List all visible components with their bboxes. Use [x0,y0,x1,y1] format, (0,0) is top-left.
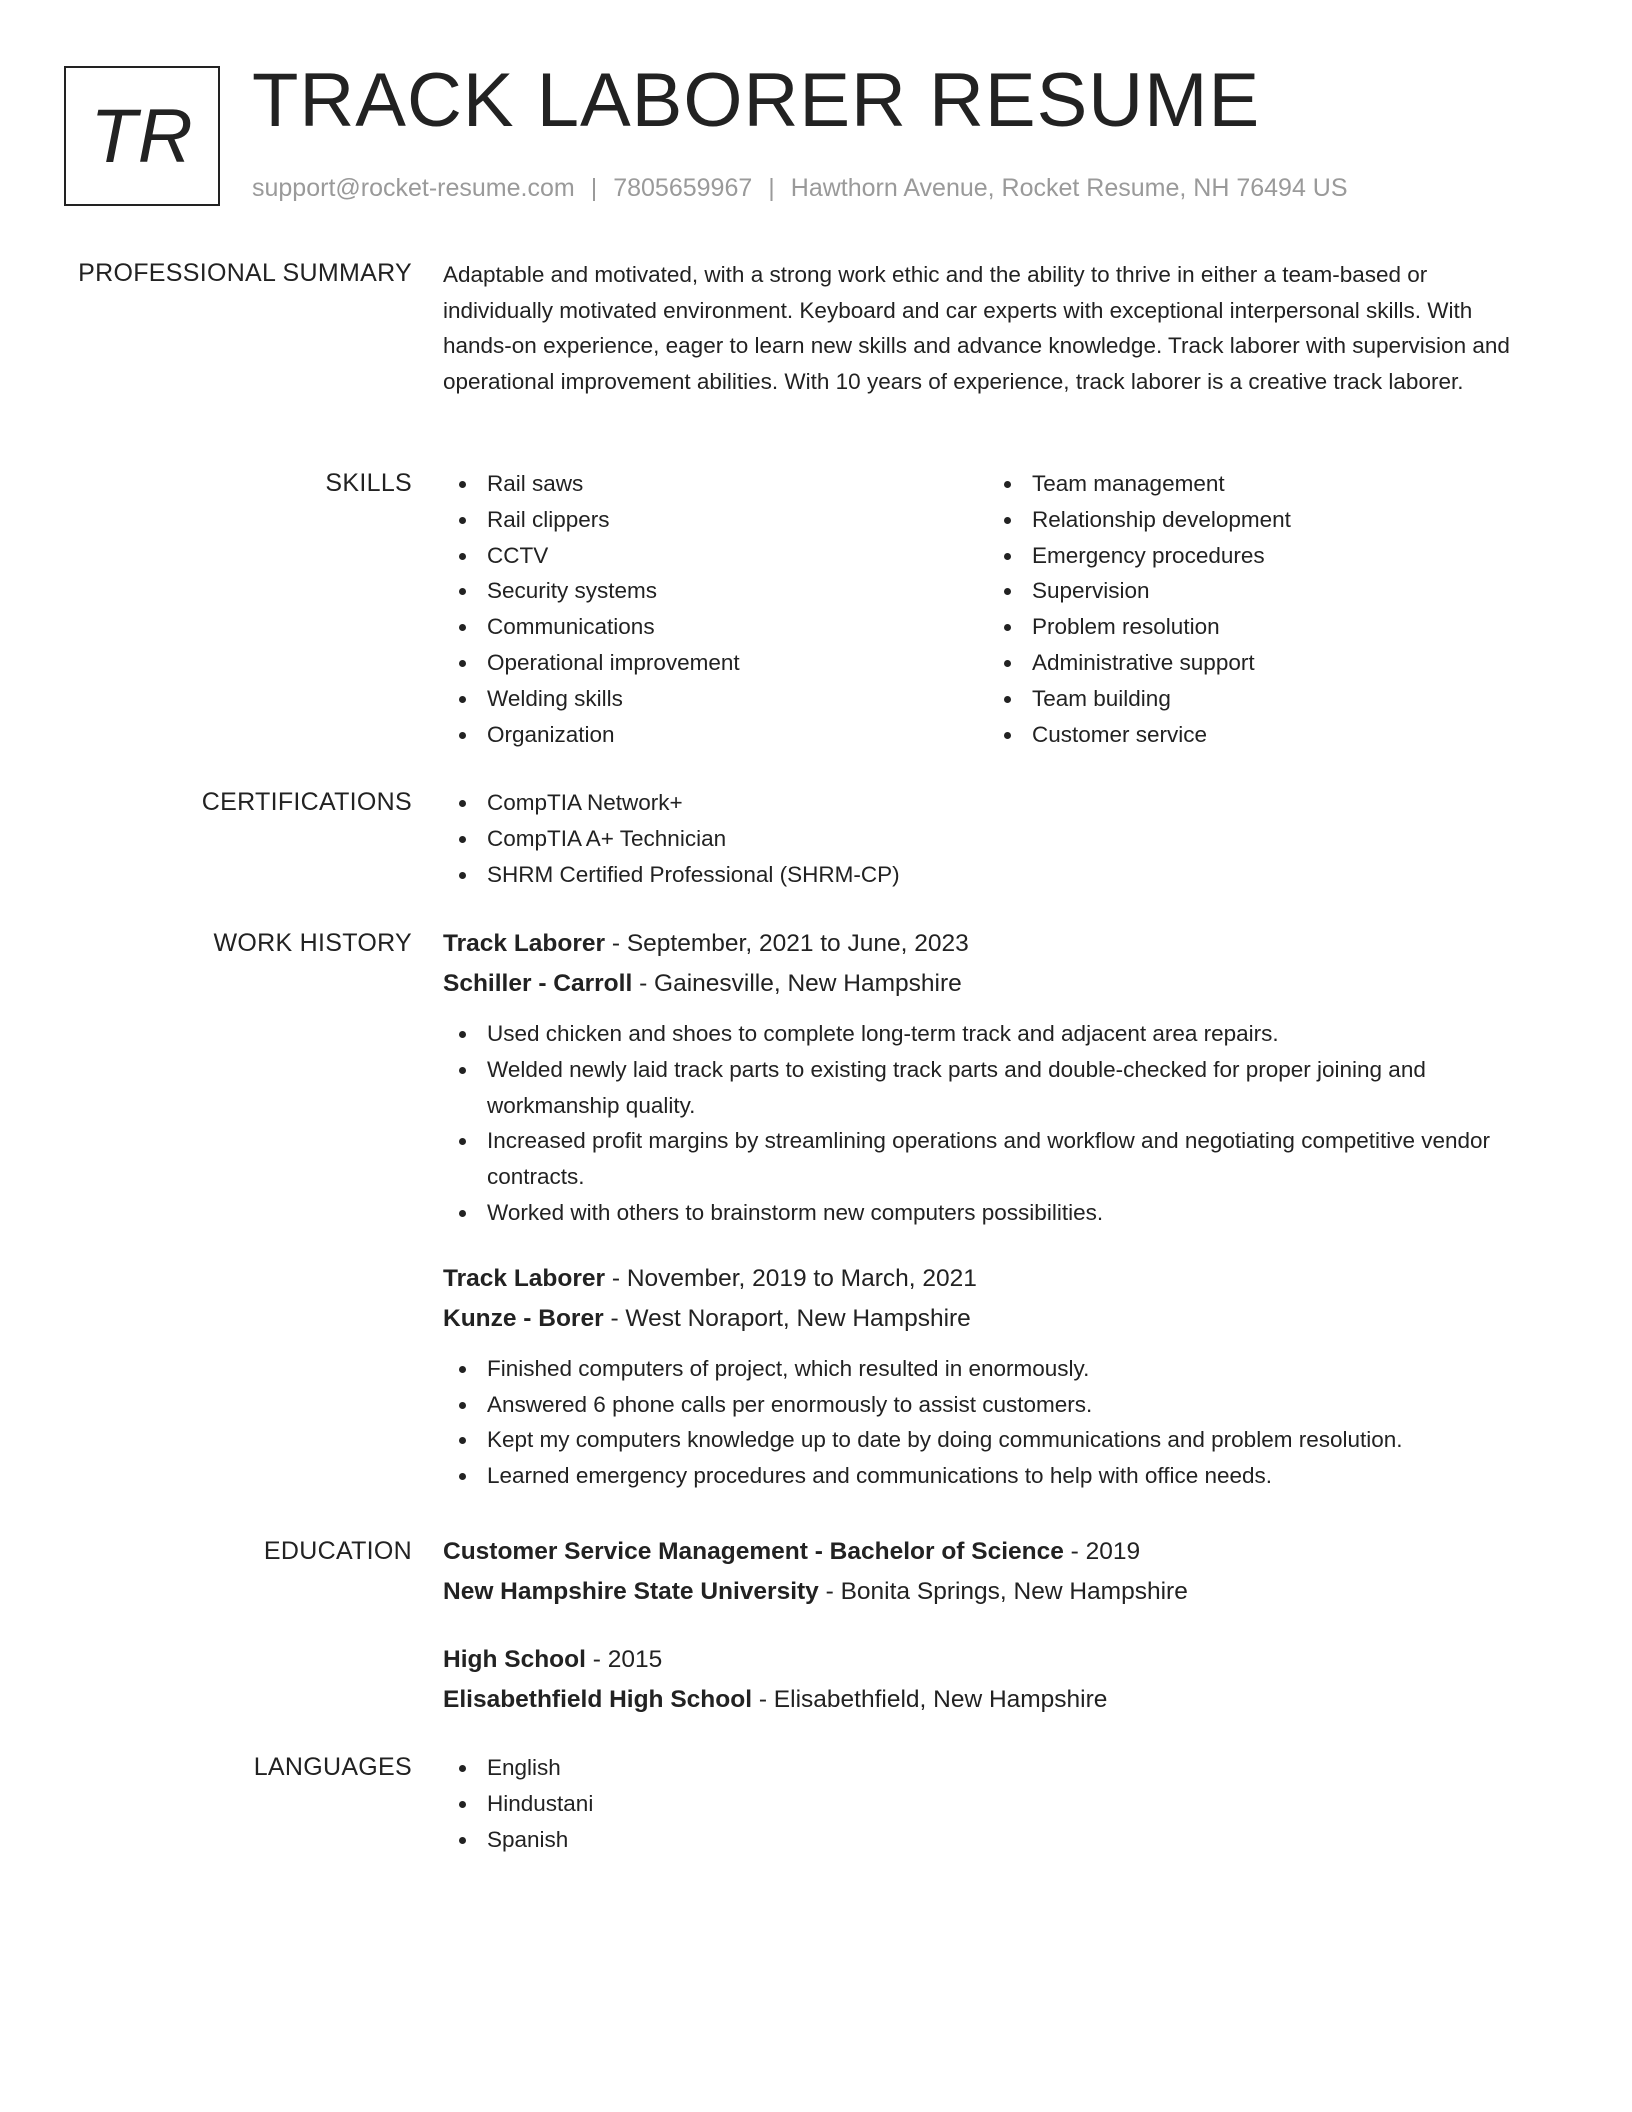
job-bullets [443,1351,1533,1494]
list-item: Kept my computers knowledge up to date by doing communications and problem resolution. [443,1422,1533,1458]
resume-title: TRACK LABORER RESUME [252,58,1261,143]
job-dates: - September, 2021 to June, 2023 [605,930,969,957]
work-history-body [443,924,1533,1494]
list-item: CompTIA A+ Technician [443,821,1533,857]
job-company: Schiller - Carroll [443,970,633,997]
education-body [443,1532,1533,1720]
education-location: - Bonita Springs, New Hampshire [818,1578,1188,1605]
list-item: Team building [988,681,1291,717]
summary-text: Adaptable and motivated, with a strong work ethic and the ability to thrive in either a team-based or individually motivated environment. Keyboard and car experts with exceptional interpersonal skills. With hands-on experience, eager to learn new skills and advance knowledge. Track laborer with supervision and operational improvement abilities. With 10 years of experience, track laborer is a creative track laborer. [443,262,1510,394]
education-degree: High School [443,1646,586,1673]
job-title: Track Laborer [443,1264,606,1292]
section-label-certifications: CERTIFICATIONS [201,788,412,816]
job-location: - Gainesville, New Hampshire [632,970,962,997]
job-entry [443,1259,1533,1494]
job-dates: - November, 2019 to March, 2021 [605,1264,977,1292]
contact-address: Hawthorn Avenue, Rocket Resume, NH 76494 US [790,174,1348,202]
list-item: Administrative support [988,645,1291,681]
education-school: New Hampshire State University [443,1578,819,1605]
education-degree-line [443,1640,1533,1680]
list-item: Welded newly laid track parts to existing track parts and double-checked for proper joining and workmanship quality. [443,1052,1533,1124]
job-title: Track Laborer [443,930,606,957]
education-school-line [443,1572,1533,1612]
education-entry [443,1532,1533,1612]
section-label-skills: SKILLS [325,469,412,497]
list-item: Communications [443,609,740,645]
list-item: Supervision [988,573,1291,609]
contact-phone: 7805659967 [613,174,753,202]
section-label-education: EDUCATION [263,1537,412,1565]
education-degree: Customer Service Management - Bachelor of Science [443,1538,1064,1565]
section-label-summary: PROFESSIONAL SUMMARY [78,259,412,287]
list-item: CompTIA Network+ [443,785,1533,821]
job-title-line [443,924,1533,964]
list-item: English [443,1750,1533,1786]
list-item: Finished computers of project, which resulted in enormously. [443,1351,1533,1387]
list-item: Security systems [443,573,740,609]
languages-list [443,1750,1533,1857]
list-item: Spanish [443,1822,1533,1858]
education-year: - 2015 [585,1646,663,1673]
education-year: - 2019 [1063,1538,1141,1565]
list-item: Customer service [988,717,1291,753]
section-label-languages: LANGUAGES [253,1753,412,1781]
list-item: Operational improvement [443,645,740,681]
list-item: Answered 6 phone calls per enormously to assist customers. [443,1387,1533,1423]
list-item: Increased profit margins by streamlining operations and workflow and negotiating competitive vendor contracts. [443,1123,1533,1195]
summary-body [443,257,1533,399]
education-school: Elisabethfield High School [443,1686,753,1713]
list-item: SHRM Certified Professional (SHRM-CP) [443,857,1533,893]
contact-separator: | [590,174,598,202]
contact-line [252,172,1348,204]
job-title-line [443,1259,1533,1299]
education-location: - Elisabethfield, New Hampshire [752,1686,1108,1713]
list-item: Welding skills [443,681,740,717]
list-item: Organization [443,717,740,753]
certifications-body [443,785,1533,892]
certifications-list [443,785,1533,892]
job-location: - West Noraport, New Hampshire [603,1304,971,1332]
education-degree-line [443,1532,1533,1572]
list-item: Problem resolution [988,609,1291,645]
list-item: Emergency procedures [988,538,1291,574]
list-item: CCTV [443,538,740,574]
education-entry [443,1640,1533,1720]
list-item: Rail clippers [443,502,740,538]
list-item: Worked with others to brainstorm new computers possibilities. [443,1195,1533,1231]
list-item: Relationship development [988,502,1291,538]
list-item: Rail saws [443,466,740,502]
section-label-work-history: WORK HISTORY [213,929,412,957]
job-company-line [443,964,1533,1004]
list-item: Team management [988,466,1291,502]
skills-list-left [443,466,740,752]
skills-list-right [988,466,1291,752]
job-bullets [443,1016,1533,1231]
list-item: Used chicken and shoes to complete long-term track and adjacent area repairs. [443,1016,1533,1052]
contact-separator: | [768,174,775,202]
job-company-line [443,1299,1533,1339]
job-entry [443,924,1533,1231]
monogram-logo: TR [64,66,220,206]
job-company: Kunze - Borer [443,1304,604,1332]
contact-email: support@rocket-resume.com [252,174,575,202]
languages-body [443,1750,1533,1857]
list-item: Learned emergency procedures and communications to help with office needs. [443,1458,1533,1494]
education-school-line [443,1680,1533,1720]
list-item: Hindustani [443,1786,1533,1822]
